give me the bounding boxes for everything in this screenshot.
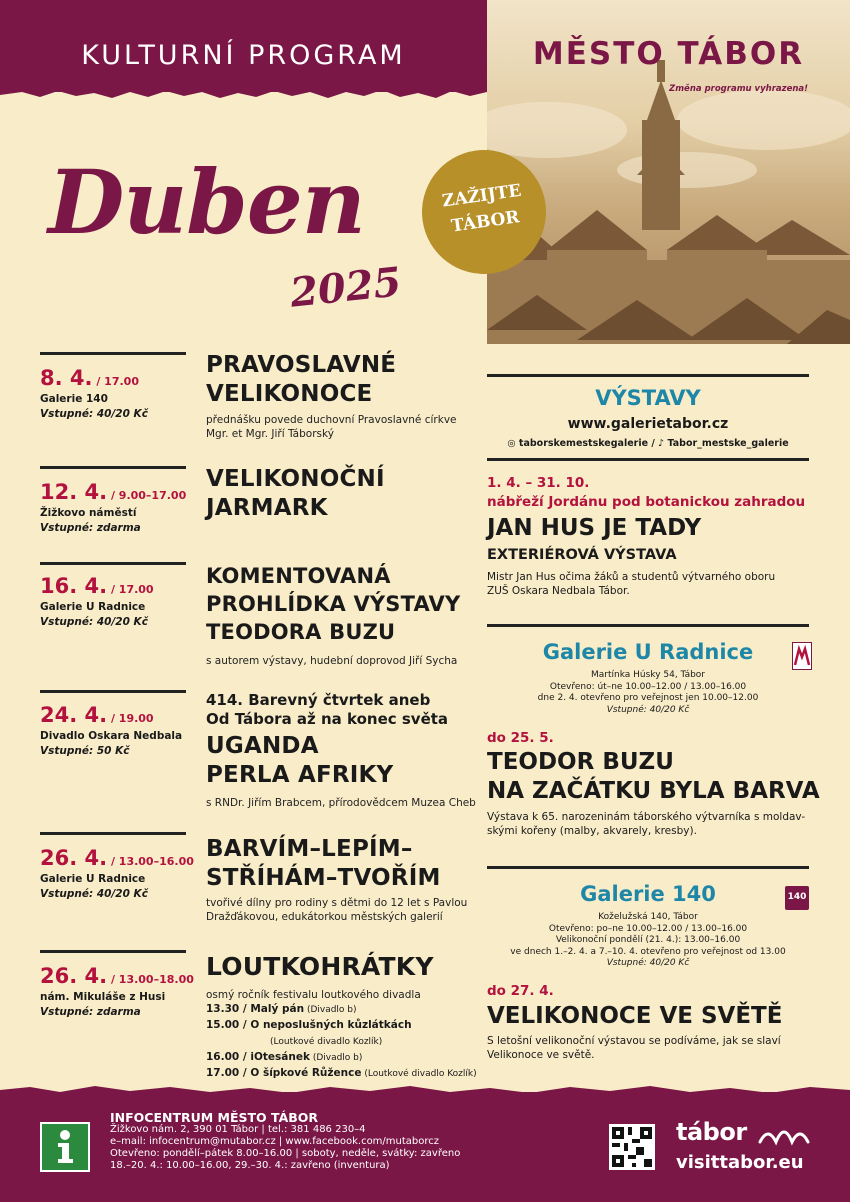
event-title: BARVÍM–LEPÍM– STŘÍHÁM–TVOŘÍM xyxy=(206,836,441,891)
program-item: 15.00 / O neposlušných kůzlátkách xyxy=(206,1019,412,1031)
event-price: Vstupné: 40/20 Kč xyxy=(40,616,148,628)
city-title: MĚSTO TÁBOR xyxy=(532,36,805,72)
qr-code-icon[interactable] xyxy=(609,1124,655,1170)
visittabor-link[interactable]: visittabor.eu xyxy=(676,1152,804,1173)
event-venue: Galerie U Radnice xyxy=(40,601,146,613)
exhibition-place: nábřeží Jordánu pod botanickou zahradou xyxy=(487,494,806,510)
gallery-website-link[interactable]: www.galerietabor.cz xyxy=(567,416,729,432)
event-subtitle: 414. Barevný čtvrtek aneb Od Tábora až na konec světa xyxy=(206,691,449,728)
gallery-radnice-logo-icon xyxy=(792,642,812,670)
event-date: 24. 4. / 19.00 xyxy=(40,703,154,727)
exhibitions-heading: VÝSTAVY xyxy=(595,386,701,410)
infocentrum-contacts: Žižkovo nám. 2, 390 01 Tábor | tel.: 381 486 230–4 e–mail: infocentrum@mutabor.cz | www.facebook.com/mutaborcz Otevřeno: pondělí–pátek 8.00–16.00 | soboty, neděle, svátky: zavřeno 18.–20. 4.: 10.00–16.00, 29.–30. 4.: zavřeno (inventura) xyxy=(110,1124,461,1171)
event-price: Vstupné: zdarma xyxy=(40,1006,141,1018)
event-date: 8. 4. / 17.00 xyxy=(40,366,139,390)
event-desc: přednášku povede duchovní Pravoslavné církve Mgr. et Mgr. Jiří Táborský xyxy=(206,414,457,440)
gallery-radnice-info: Martínka Húsky 54, Tábor Otevřeno: út–ne 10.00–12.00 / 13.00–16.00 dne 2. 4. otevřeno pro veřejnost jen 10.00–12.00 Vstupné: 40/20 Kč xyxy=(537,670,759,715)
program-item: 17.00 / O šípkové Růžence (Loutkové divadlo Kozlík) xyxy=(206,1067,477,1079)
event-price: Vstupné: zdarma xyxy=(40,522,141,534)
event-divider xyxy=(40,352,186,355)
event-desc: tvořivé dílny pro rodiny s dětmi do 12 let s Pavlou Dražďákovou, edukátorkou městských galerií xyxy=(206,897,468,923)
event-venue: Žižkovo náměstí xyxy=(40,507,137,519)
change-note: Změna programu vyhrazena! xyxy=(669,84,808,94)
event-date: 26. 4. / 13.00–16.00 xyxy=(40,846,194,870)
event-date: 16. 4. / 17.00 xyxy=(40,574,154,598)
event-title: UGANDA PERLA AFRIKY xyxy=(206,733,394,788)
event-divider xyxy=(40,562,186,565)
event-title: VELIKONOČNÍ JARMARK xyxy=(206,466,385,521)
infocentrum-title: INFOCENTRUM MĚSTO TÁBOR xyxy=(110,1110,319,1125)
event-desc: osmý ročník festivalu loutkového divadla xyxy=(206,989,421,1001)
info-icon xyxy=(40,1122,90,1172)
exhibition-desc: Výstava k 65. narozeninám táborského výtvarníka s moldav- skými kořeny (malby, akvarely, kresby). xyxy=(487,811,806,837)
gallery-social-links[interactable]: ◎ taborskemestskegalerie / ♪ Tabor_mestske_galerie xyxy=(507,438,789,449)
section-divider xyxy=(487,866,809,869)
section-divider xyxy=(487,624,809,627)
exhibition-title: VELIKONOCE VE SVĚTĚ xyxy=(487,1003,783,1029)
event-date: 12. 4. / 9.00–17.00 xyxy=(40,480,187,504)
event-price: Vstupné: 40/20 Kč xyxy=(40,888,148,900)
event-venue: Galerie U Radnice xyxy=(40,873,146,885)
tabor-brand: tábor xyxy=(676,1118,747,1146)
month-title: Duben xyxy=(48,150,365,254)
exhibition-title: TEODOR BUZU NA ZAČÁTKU BYLA BARVA xyxy=(487,749,820,804)
event-divider xyxy=(40,832,186,835)
program-title: KULTURNÍ PROGRAM xyxy=(81,40,406,71)
gallery-140-info: Koželužská 140, Tábor Otevřeno: po–ne 10.00–12.00 / 13.00–16.00 Velikonoční pondělí (21. 4.): 13.00–16.00 ve dnech 1.–2. 4. a 7.–10. 4. otevřeno pro veřejnost od 13.00 Vstupné: 40/20 Kč xyxy=(510,912,786,968)
exhibition-until: do 27. 4. xyxy=(487,983,554,999)
event-title: PRAVOSLAVNÉ VELIKONOCE xyxy=(206,352,397,407)
event-desc: s RNDr. Jiřím Brabcem, přírodovědcem Muzea Cheb xyxy=(206,797,476,809)
event-desc: s autorem výstavy, hudební doprovod Jiří Sycha xyxy=(206,655,458,667)
event-divider xyxy=(40,950,186,953)
event-divider xyxy=(40,466,186,469)
torn-edge xyxy=(0,86,487,104)
event-price: Vstupné: 50 Kč xyxy=(40,745,130,757)
program-item: (Loutkové divadlo Kozlík) xyxy=(270,1037,383,1047)
gallery-140-logo-icon: 140 xyxy=(785,886,809,910)
gallery-radnice-name: Galerie U Radnice xyxy=(542,640,754,664)
program-list xyxy=(206,1002,477,1082)
badge-line-1: ZAŽIJTE xyxy=(440,180,523,212)
section-divider xyxy=(487,374,809,377)
event-date: 26. 4. / 13.00–18.00 xyxy=(40,964,194,988)
event-venue: Galerie 140 xyxy=(40,393,108,405)
gallery-140-name: Galerie 140 xyxy=(580,882,716,906)
event-venue: nám. Mikuláše z Husi xyxy=(40,991,166,1003)
year-title: 2025 xyxy=(287,258,404,317)
event-title: KOMENTOVANÁ PROHLÍDKA VÝSTAVY TEODORA BUZU xyxy=(206,564,461,644)
event-title: LOUTKOHRÁTKY xyxy=(206,952,434,981)
castle-logo-icon xyxy=(758,1118,814,1146)
program-item: 16.00 / iOtesánek (Divadlo b) xyxy=(206,1051,363,1063)
event-venue: Divadlo Oskara Nedbala xyxy=(40,730,183,742)
program-item: 13.30 / Malý pán (Divadlo b) xyxy=(206,1003,357,1015)
exhibition-desc: Mistr Jan Hus očima žáků a studentů výtvarného oboru ZUŠ Oskara Nedbala Tábor. xyxy=(487,571,776,597)
event-divider xyxy=(40,690,186,693)
exhibition-title: JAN HUS JE TADY xyxy=(487,515,702,541)
exhibition-subtitle: EXTERIÉROVÁ VÝSTAVA xyxy=(487,547,677,563)
badge-line-2: TÁBOR xyxy=(450,207,521,237)
event-price: Vstupné: 40/20 Kč xyxy=(40,408,148,420)
exhibition-until: do 25. 5. xyxy=(487,730,554,746)
exhibition-desc: S letošní velikonoční výstavou se podíváme, jak se slaví Velikonoce ve světě. xyxy=(487,1035,781,1061)
section-divider xyxy=(487,458,809,461)
exhibition-dates: 1. 4. – 31. 10. xyxy=(487,475,590,491)
